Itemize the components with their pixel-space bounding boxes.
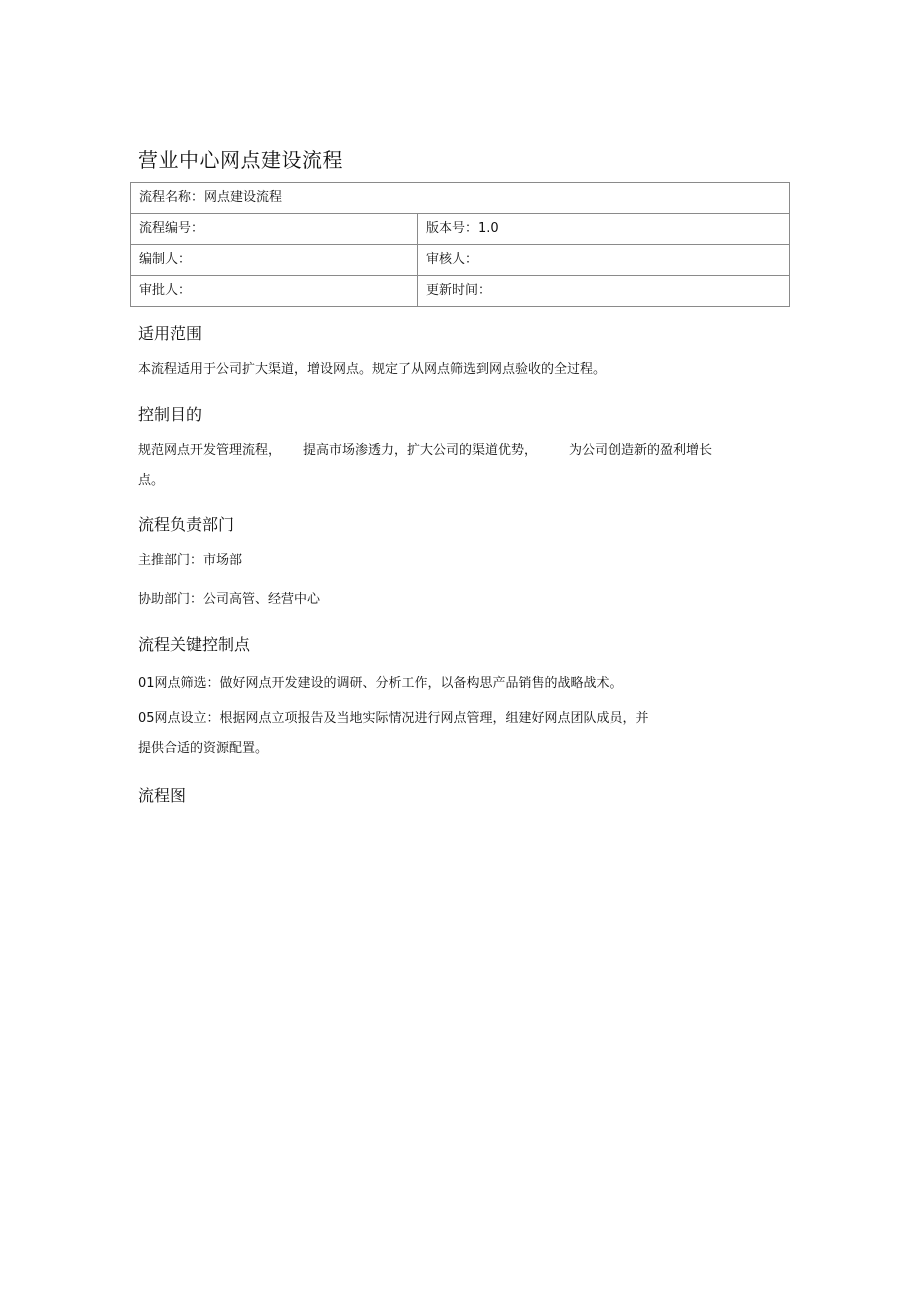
- author-cell: 编制人：: [131, 245, 418, 276]
- process-name-cell: 流程名称：网点建设流程: [131, 183, 790, 214]
- objective-part1: 规范网点开发管理流程，: [138, 443, 282, 458]
- approver-cell: 审批人：: [131, 276, 418, 307]
- lead-department: 主推部门：市场部: [138, 553, 243, 568]
- objective-part3: 为公司创造新的盈利增长: [569, 443, 713, 458]
- process-info-table: [130, 182, 790, 307]
- version-cell: 版本号：1.0: [418, 214, 790, 245]
- update-time-cell: 更新时间：: [418, 276, 790, 307]
- departments-heading: 流程负责部门: [138, 515, 235, 534]
- control-points-heading: 流程关键控制点: [138, 635, 251, 654]
- control-point-05-line1: 05网点设立：根据网点立项报告及当地实际情况进行网点管理，组建好网点团队成员，并: [138, 711, 649, 726]
- scope-heading: 适用范围: [138, 324, 203, 343]
- table-row: [131, 245, 790, 276]
- reviewer-cell: 审核人：: [418, 245, 790, 276]
- table-row: [131, 183, 790, 214]
- objective-text-line1: [138, 436, 712, 466]
- process-number-cell: 流程编号：: [131, 214, 418, 245]
- control-point-01: 01网点筛选：做好网点开发建设的调研、分析工作，以备构思产品销售的战略战术。: [138, 676, 623, 691]
- table-row: [131, 276, 790, 307]
- objective-part2: 提高市场渗透力，扩大公司的渠道优势，: [303, 443, 538, 458]
- assist-department: 协助部门：公司高管、经营中心: [138, 592, 321, 607]
- table-row: [131, 214, 790, 245]
- document-title: 营业中心网点建设流程: [138, 148, 343, 173]
- objective-heading: 控制目的: [138, 405, 203, 424]
- control-point-05-line2: 提供合适的资源配置。: [138, 741, 269, 756]
- flowchart-heading: 流程图: [138, 786, 187, 805]
- objective-text-line2: 点。: [138, 473, 165, 488]
- scope-text: 本流程适用于公司扩大渠道，增设网点。规定了从网点筛选到网点验收的全过程。: [138, 362, 607, 377]
